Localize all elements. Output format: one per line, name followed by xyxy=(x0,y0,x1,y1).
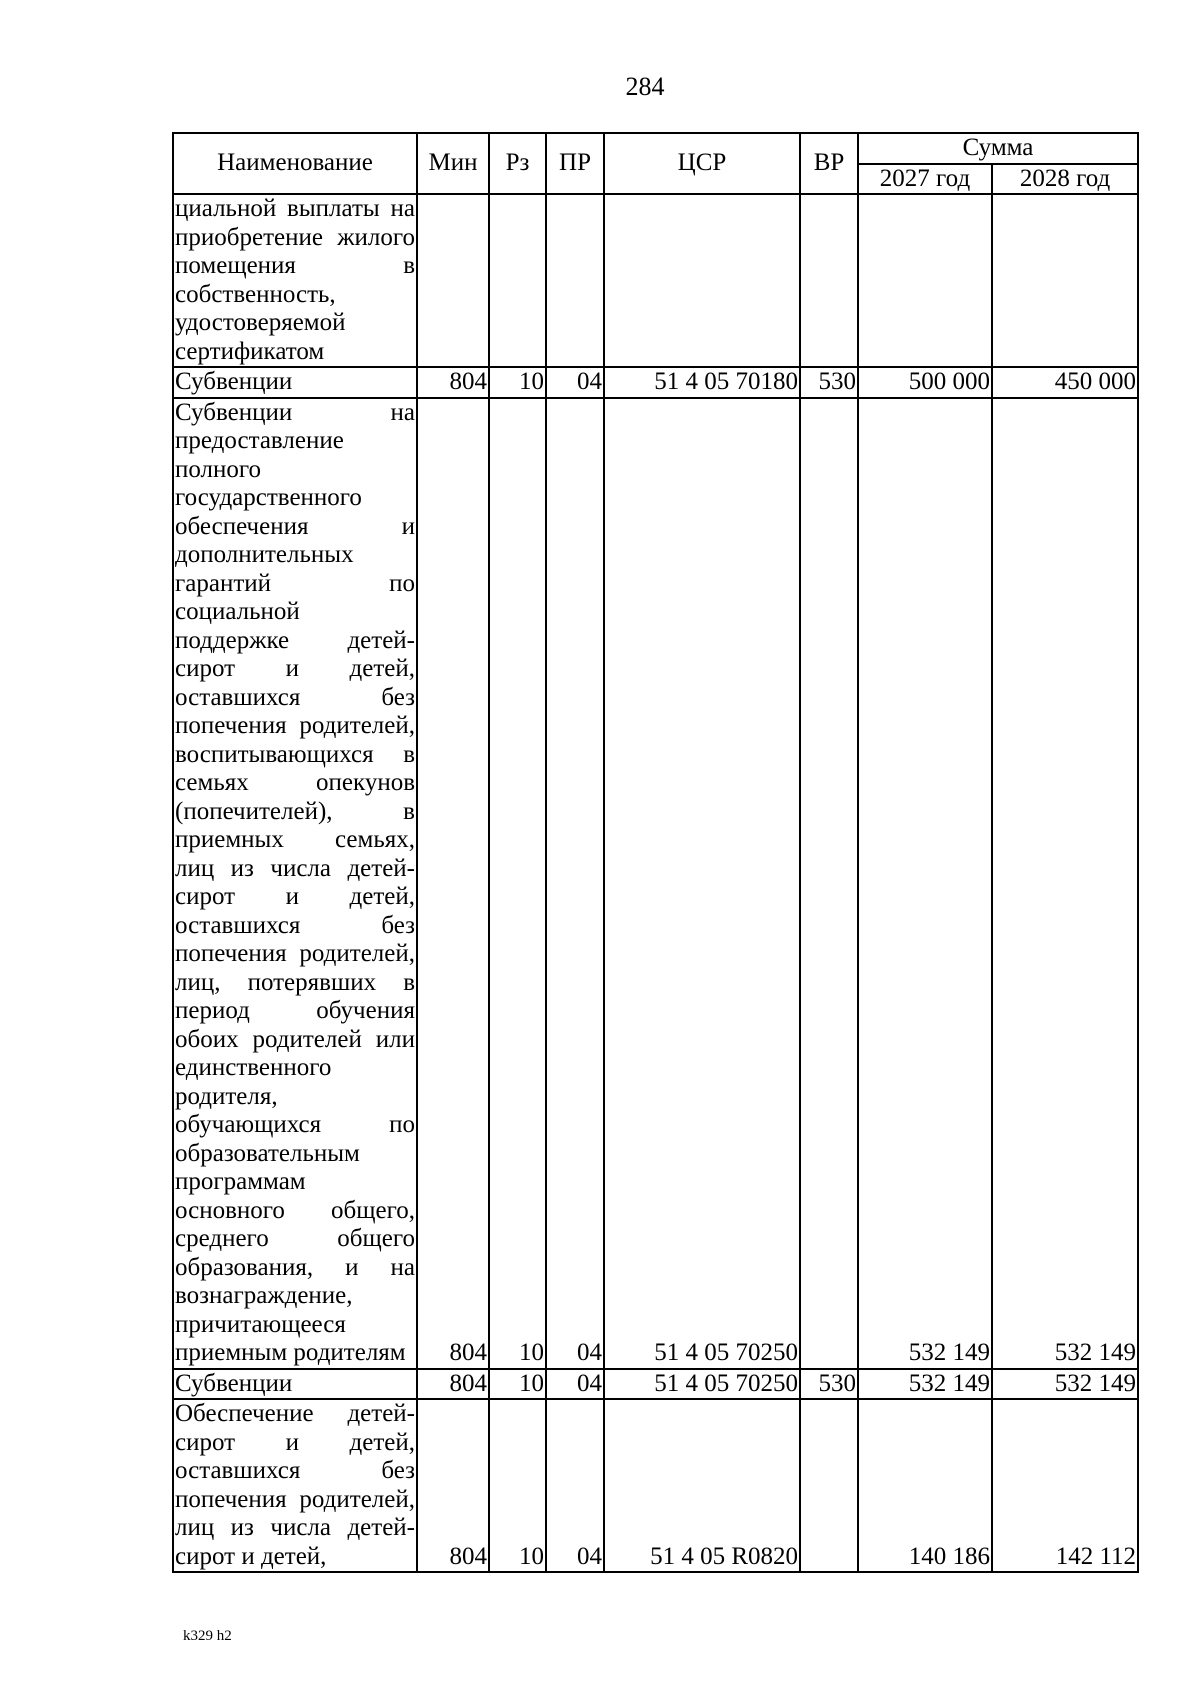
header-year-2027: 2027 год xyxy=(858,164,992,195)
row-sum-2028: 142 112 xyxy=(992,1399,1138,1572)
row-vr xyxy=(800,194,858,367)
row-sum-2028: 532 149 xyxy=(992,1369,1138,1400)
header-name: Наименование xyxy=(173,133,417,194)
row-rz: 10 xyxy=(489,367,546,398)
row-csr: 51 4 05 70250 xyxy=(604,1369,800,1400)
row-vr: 530 xyxy=(800,1369,858,1400)
row-sum-2027 xyxy=(858,194,992,367)
page-number: 284 xyxy=(625,72,665,101)
table-row xyxy=(173,1369,1138,1400)
table-row xyxy=(173,1399,1138,1572)
row-name: Субвенции xyxy=(173,1369,417,1400)
row-min: 804 xyxy=(417,398,489,1369)
row-vr: 530 xyxy=(800,367,858,398)
row-min: 804 xyxy=(417,367,489,398)
row-sum-2027: 532 149 xyxy=(858,398,992,1369)
row-pr: 04 xyxy=(546,1369,604,1400)
row-rz: 10 xyxy=(489,398,546,1369)
row-rz: 10 xyxy=(489,1369,546,1400)
footer-document-code: k329 h2 xyxy=(183,1628,232,1644)
row-name: циальной выплаты на приобретение жилого помещения в собственность, удостоверяемой сертификатом xyxy=(173,194,417,367)
table-row xyxy=(173,398,1138,1369)
row-csr xyxy=(604,194,800,367)
row-rz: 10 xyxy=(489,1399,546,1572)
row-vr xyxy=(800,1399,858,1572)
row-vr xyxy=(800,398,858,1369)
table-row xyxy=(173,194,1138,367)
row-pr: 04 xyxy=(546,367,604,398)
header-min: Мин xyxy=(417,133,489,194)
row-min: 804 xyxy=(417,1369,489,1400)
row-name: Субвенции xyxy=(173,367,417,398)
row-min: 804 xyxy=(417,1399,489,1572)
row-sum-2028: 532 149 xyxy=(992,398,1138,1369)
row-pr xyxy=(546,194,604,367)
row-csr: 51 4 05 70250 xyxy=(604,398,800,1369)
row-name: Обеспечение детей-сирот и детей, оставшихся без попечения родителей, лиц из числа детей-сирот и детей, xyxy=(173,1399,417,1572)
row-sum-2027: 500 000 xyxy=(858,367,992,398)
row-sum-2027: 532 149 xyxy=(858,1369,992,1400)
table-row xyxy=(173,367,1138,398)
row-rz xyxy=(489,194,546,367)
row-sum-2027: 140 186 xyxy=(858,1399,992,1572)
row-min xyxy=(417,194,489,367)
row-csr: 51 4 05 70180 xyxy=(604,367,800,398)
header-rz: Рз xyxy=(489,133,546,194)
row-pr: 04 xyxy=(546,398,604,1369)
row-pr: 04 xyxy=(546,1399,604,1572)
header-pr: ПР xyxy=(546,133,604,194)
header-sum: Сумма xyxy=(858,133,1138,164)
budget-table xyxy=(172,132,1139,1573)
row-csr: 51 4 05 R0820 xyxy=(604,1399,800,1572)
header-csr: ЦСР xyxy=(604,133,800,194)
header-year-2028: 2028 год xyxy=(992,164,1138,195)
row-name: Субвенции на предоставление полного государственного обеспечения и дополнительных гарантий по социальной поддержке детей-сирот и детей, оставшихся без попечения родителей, воспитывающихся в семьях опекунов (попечителей), в приемных семьях, лиц из числа детей-сирот и детей, оставшихся без попечения родителей, лиц, потерявших в период обучения обоих родителей или единственного родителя, обучающихся по образовательным программам основного общего, среднего общего образования, и на вознаграждение, причитающееся приемным родителям xyxy=(173,398,417,1369)
row-sum-2028: 450 000 xyxy=(992,367,1138,398)
row-sum-2028 xyxy=(992,194,1138,367)
header-vr: ВР xyxy=(800,133,858,194)
